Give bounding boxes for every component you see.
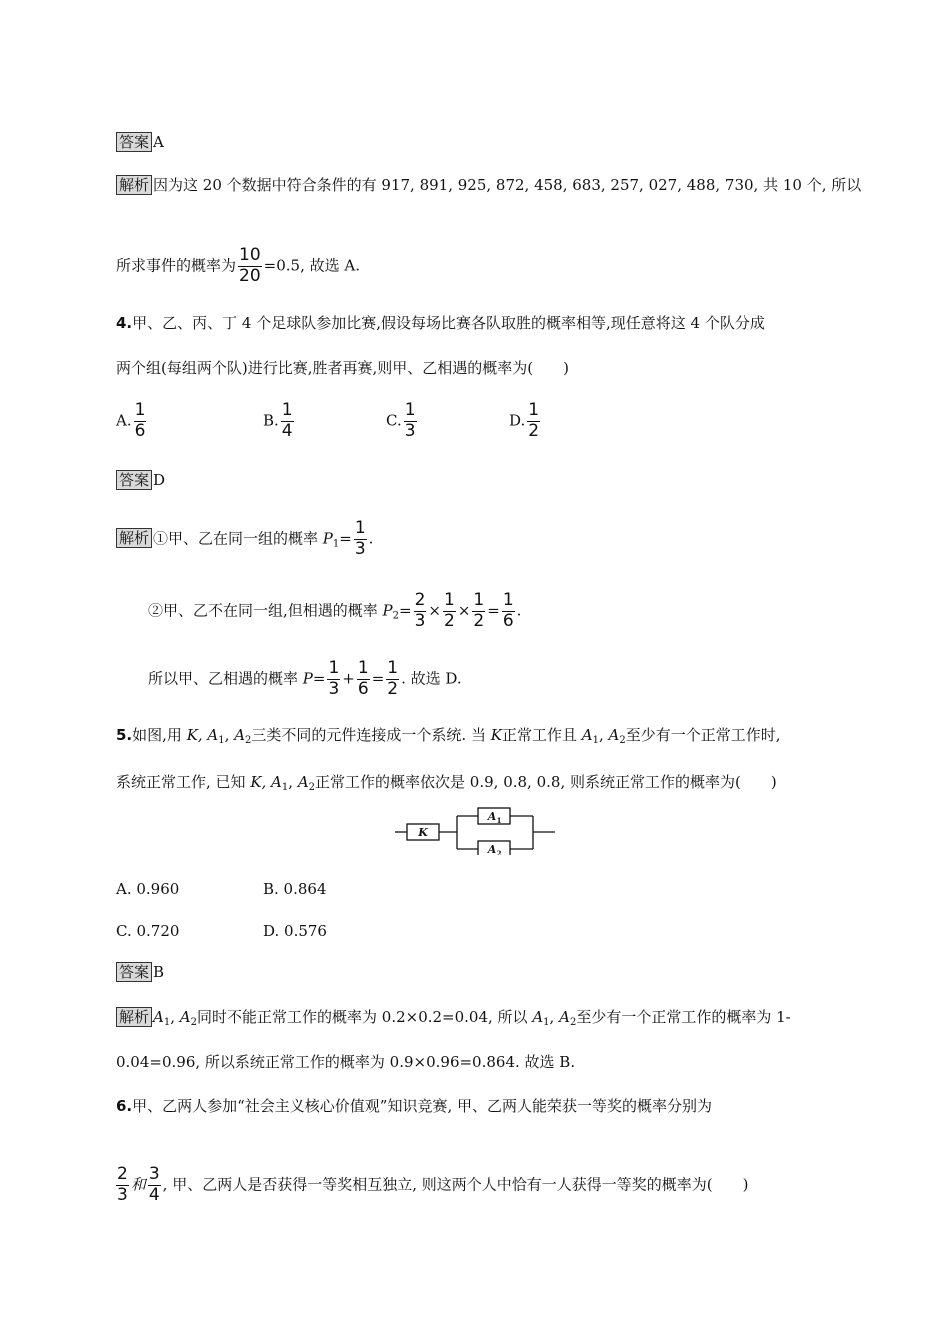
analysis-text: 同时不能正常工作的概率为 0.2×0.2=0.04, 所以 — [197, 1008, 533, 1026]
q3-analysis-text3: =0.5, 故选 A. — [263, 256, 360, 275]
q5-option-b: B. 0.864 — [263, 880, 327, 898]
comma: , — [549, 1008, 560, 1026]
q4-option-d — [509, 402, 542, 441]
variable: P — [302, 669, 313, 688]
stem-text: 如图,用 — [132, 726, 187, 744]
frac-denominator: 4 — [148, 1184, 160, 1205]
times-sign: × — [428, 601, 441, 620]
variable: K, A — [186, 726, 219, 744]
variable: A — [608, 726, 620, 744]
answer-value: A — [153, 133, 164, 151]
subscript: 1 — [592, 735, 599, 746]
frac-numerator: 2 — [117, 1164, 128, 1184]
stem-text: 至少有一个正常工作时, — [625, 726, 781, 744]
frac-numerator: 1 — [444, 590, 455, 610]
analysis-text: 0.04=0.96, 所以系统正常工作的概率为 0.9×0.96=0.864. 故选 B. — [116, 1053, 576, 1071]
subscript: 2 — [308, 782, 316, 793]
frac-numerator: 10 — [239, 245, 261, 265]
equals-sign: = — [339, 529, 352, 548]
q5-option-d: D. 0.576 — [263, 922, 327, 940]
analysis-text: 至少有一个正常工作的概率为 1- — [576, 1008, 791, 1026]
fraction — [134, 402, 147, 441]
comma: , — [288, 773, 298, 791]
frac-denominator: 3 — [414, 610, 426, 631]
frac-numerator: 1 — [502, 590, 514, 610]
q5-stem-line2 — [116, 772, 777, 798]
frac-numerator: 1 — [387, 658, 399, 678]
subscript: 2 — [190, 1017, 197, 1028]
step-text: 所以甲、乙相遇的概率 — [148, 669, 303, 688]
period: . — [516, 601, 522, 620]
question-number: 5. — [116, 726, 133, 744]
fraction — [502, 592, 515, 631]
frac-denominator: 20 — [239, 265, 261, 286]
q3-analysis-text: 因为这 20 个数据中符合条件的有 917, 891, 925, 872, 458, 683, 257, 027, 488, 730, 共 10 个, 所以 — [153, 176, 862, 194]
frac-numerator: 1 — [404, 400, 416, 420]
q4-stem-line2 — [116, 358, 569, 378]
option-label: B. — [263, 411, 279, 430]
q5-stem-line1 — [116, 725, 780, 751]
variable: A — [179, 1008, 191, 1026]
answer-tag: 答案 — [116, 470, 152, 490]
option-label: D. — [509, 411, 526, 430]
variable: A — [559, 1008, 570, 1026]
subscript: 1 — [163, 1017, 171, 1028]
frac-numerator: 1 — [281, 400, 293, 420]
variable: K — [490, 726, 502, 744]
q6-stem-line1 — [116, 1096, 712, 1116]
frac-denominator: 6 — [502, 610, 514, 631]
analysis-tag: 解析 — [116, 1007, 152, 1027]
and-text: 和 — [130, 1175, 146, 1194]
option-label: A. — [116, 411, 132, 430]
q4-analysis-step2 — [148, 592, 521, 631]
q4-analysis-step3 — [148, 660, 462, 699]
variable: P — [322, 529, 333, 548]
analysis-tag: 解析 — [116, 528, 152, 548]
fraction — [116, 1166, 129, 1205]
q4-stem-text: 甲、乙、丙、丁 4 个足球队参加比赛,假设每场比赛各队取胜的概率相等,现任意将这 4 个队分成 — [132, 314, 765, 332]
comma: , — [224, 726, 235, 744]
fraction — [386, 660, 399, 699]
question-number: 6. — [116, 1097, 133, 1115]
variable: A — [532, 1008, 544, 1026]
q5-analysis-line2 — [116, 1052, 575, 1072]
fraction — [527, 402, 540, 441]
q3-answer-line — [116, 132, 164, 152]
component-a2-sub: 2 — [496, 849, 502, 855]
component-a1-sub: 1 — [496, 816, 502, 825]
stem-text: 系统正常工作, 已知 — [116, 773, 251, 791]
frac-numerator: 1 — [473, 590, 485, 610]
subscript: 1 — [281, 782, 289, 793]
frac-denominator: 2 — [444, 610, 455, 631]
frac-denominator: 6 — [357, 678, 369, 699]
fraction — [414, 592, 427, 631]
subscript: 1 — [543, 1017, 550, 1028]
frac-denominator: 2 — [528, 420, 540, 441]
equals-sign: = — [371, 669, 385, 688]
q5-option-a: A. 0.960 — [116, 880, 180, 898]
equals-sign: = — [312, 669, 326, 688]
q4-option-b — [263, 402, 296, 441]
fraction — [354, 520, 367, 559]
circuit-diagram — [395, 803, 557, 855]
q4-option-c — [386, 402, 419, 441]
frac-denominator: 2 — [473, 610, 485, 631]
option-label: C. — [386, 411, 402, 430]
frac-denominator: 2 — [387, 678, 399, 699]
stem-text: , 甲、乙两人是否获得一等奖相互独立, 则这两个人中恰有一人获得一等奖的概率为( ) — [162, 1175, 749, 1194]
fraction — [327, 660, 340, 699]
equals-sign: = — [487, 601, 500, 620]
q4-stem-line1 — [116, 313, 765, 333]
frac-numerator: 2 — [414, 590, 426, 610]
answer-tag: 答案 — [116, 132, 152, 152]
variable: A — [297, 773, 309, 791]
subscript: 2 — [619, 735, 626, 746]
variable: A — [581, 726, 593, 744]
frac-denominator: 3 — [328, 678, 340, 699]
fraction — [148, 1166, 161, 1205]
stem-text: 正常工作且 — [501, 726, 582, 744]
frac-denominator: 3 — [117, 1184, 128, 1205]
plus-sign: + — [342, 669, 355, 688]
variable: A — [234, 726, 246, 744]
variable: A — [153, 1008, 164, 1026]
stem-text: 甲、乙两人参加“社会主义核心价值观”知识竞赛, 甲、乙两人能荣获一等奖的概率分别为 — [132, 1097, 713, 1115]
frac-denominator: 3 — [404, 420, 416, 441]
q4-analysis-step1 — [116, 520, 373, 559]
frac-denominator: 3 — [354, 538, 366, 559]
q4-option-a — [116, 402, 148, 441]
component-k-label: K — [418, 826, 428, 839]
step-text: . 故选 D. — [401, 669, 462, 688]
fraction — [281, 402, 294, 441]
q3-analysis-text2: 所求事件的概率为 — [116, 256, 237, 275]
answer-value: D — [153, 471, 166, 489]
variable: K, A — [250, 773, 282, 791]
fraction — [238, 247, 262, 286]
q5-analysis-line1 — [116, 1007, 791, 1033]
q3-analysis-line1 — [116, 175, 861, 195]
subscript: 2 — [569, 1017, 577, 1028]
fraction — [443, 592, 456, 631]
answer-tag: 答案 — [116, 962, 152, 982]
frac-numerator: 1 — [354, 518, 366, 538]
answer-value: B — [153, 963, 165, 981]
q4-answer-line — [116, 470, 165, 490]
q4-stem-text2: 两个组(每组两个队)进行比赛,胜者再赛,则甲、乙相遇的概率为( ) — [116, 359, 569, 377]
fraction — [357, 660, 370, 699]
subscript: 2 — [245, 735, 252, 746]
subscript: 2 — [392, 610, 400, 622]
stem-text: 三类不同的元件连接成一个系统. 当 — [251, 726, 491, 744]
frac-denominator: 6 — [134, 420, 146, 441]
frac-denominator: 4 — [281, 420, 293, 441]
q5-answer-line — [116, 962, 164, 982]
component-a2-label: A — [487, 843, 497, 855]
q6-stem-line2 — [114, 1166, 748, 1205]
fraction — [404, 402, 417, 441]
times-sign: × — [457, 601, 471, 620]
period: . — [368, 529, 374, 548]
frac-numerator: 3 — [148, 1164, 160, 1184]
frac-numerator: 1 — [328, 658, 340, 678]
q3-analysis-line2 — [116, 247, 360, 286]
question-number: 4. — [116, 314, 133, 332]
analysis-tag: 解析 — [116, 175, 152, 195]
q5-option-c: C. 0.720 — [116, 922, 180, 940]
step-text: ②甲、乙不在同一组,但相遇的概率 — [148, 601, 383, 620]
variable: P — [382, 601, 393, 620]
step-text: ①甲、乙在同一组的概率 — [153, 529, 323, 548]
comma: , — [598, 726, 609, 744]
frac-numerator: 1 — [357, 658, 369, 678]
fraction — [472, 592, 485, 631]
component-a1-label: A — [487, 810, 497, 823]
frac-numerator: 1 — [528, 400, 540, 420]
subscript: 1 — [218, 735, 225, 746]
subscript: 1 — [332, 538, 340, 550]
comma: , — [170, 1008, 180, 1026]
frac-numerator: 1 — [134, 400, 146, 420]
equals-sign: = — [399, 601, 412, 620]
stem-text: 正常工作的概率依次是 0.9, 0.8, 0.8, 则系统正常工作的概率为( ) — [315, 773, 777, 791]
